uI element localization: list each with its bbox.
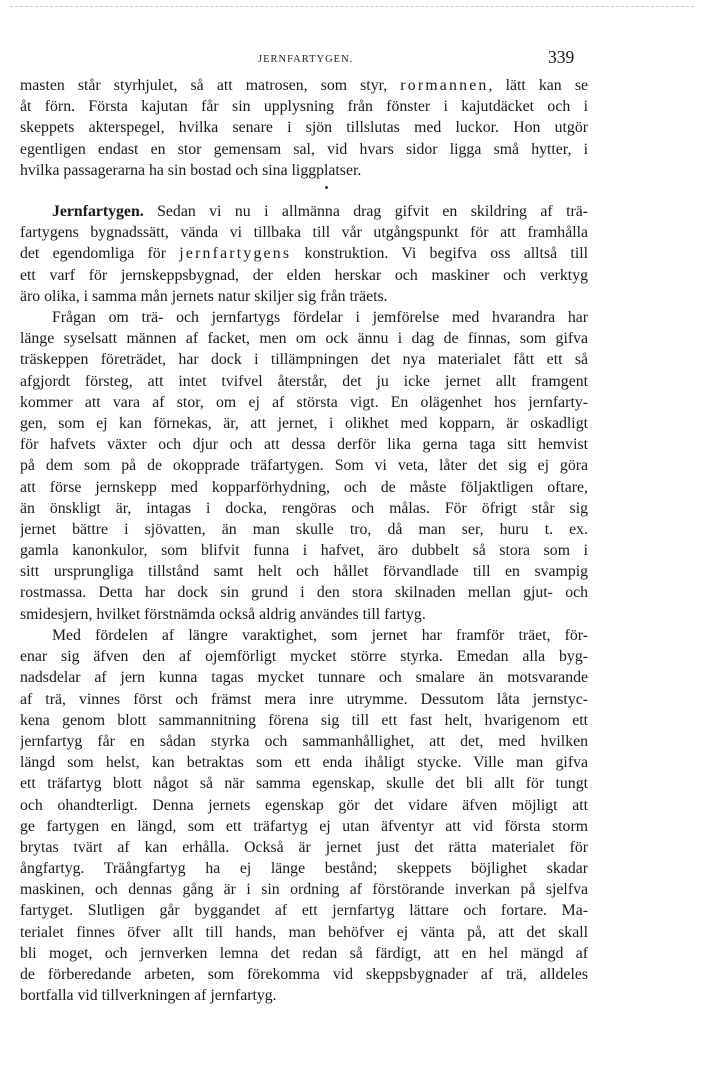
paragraph-continuation: [20, 75, 588, 181]
text-line: länge syselsatt männen af facket, men om ock ännu i dag de finnas, som gifva: [20, 330, 588, 348]
text-line: af trä, vinnes först och främst mera inre utrymme. Dessutom låta jernstyc-: [20, 690, 588, 708]
text-line: fartyget. Slutligen går byggandet af ett jernfartyg lättare och fortare. Ma-: [20, 902, 588, 920]
text-line: ett varf för jernskeppsbygnad, der elden herskar och maskiner och verktyg: [20, 266, 588, 284]
text-line: längd som helst, kan betraktas som ett enda ihåligt stycke. Ville man gifva: [20, 754, 588, 772]
paragraph-advantages: [20, 625, 588, 1006]
text-line: gamla kanonkulor, som blifvit funna i hafvet, äro dubbelt så stora som i: [20, 542, 588, 560]
text-line: maskinen, och dennas gång är i sin ordning af förstörande inverkan på sjelfva: [20, 881, 588, 899]
text-line: för hafvets växter och djur och att dessa derför lika gerna taga sitt hemvist: [20, 436, 588, 454]
text-line: smidesjern, hvilket förstnämda också aldrig användes till fartyg.: [20, 605, 426, 623]
text-line: jernfartyg får en sådan styrka och sammanhållighet, att det, med hvilken: [20, 732, 588, 750]
running-head: JERNFARTYGEN.: [258, 54, 354, 65]
text-line: egentligen endast en stor gemensam sal, vid hvars sidor ligga små hytter, i: [20, 140, 588, 158]
text-line: nadsdelar af jern kunna tagas mycket tunnare och smalare än motsvarande: [20, 669, 588, 687]
text-line: ett träfartyg blott något så när samma egenskap, skulle det bli allt för tungt: [20, 775, 588, 793]
page-number: 339: [548, 47, 575, 67]
top-edge-rule: [10, 6, 694, 7]
section-jernfartygen: [20, 201, 588, 307]
text-line: sitt ursprungliga tillstånd samt helt och hållet förvandlade till en svampig: [20, 563, 588, 581]
text-line: brytas tvärt af kan erhålla. Också är jernet just det rätta materialet för: [20, 838, 588, 856]
section-heading: Jernfartygen.: [52, 203, 144, 220]
text-line: Jernfartygen. Sedan vi nu i allmänna drag gifvit en skildring af trä-: [52, 203, 588, 220]
text-line: afgjordt försteg, att intet tvifvel återstår, det ju icke jernet allt framgent: [20, 372, 588, 390]
text-line: bortfalla vid tillverkningen af jernfartyg.: [20, 987, 277, 1005]
text-line: Frågan om trä- och jernfartygs fördelar i jemförelse med hvarandra har: [52, 309, 588, 326]
text-line: terialet finnes öfver allt till hands, man behöfver ej vänta på, att det skall: [20, 923, 588, 941]
text-line: rostmassa. Detta har dock sin grund i den stora skilnaden mellan gjut- och: [20, 584, 588, 602]
separator-dot: [325, 186, 328, 189]
text-line: skeppets akterspegel, hvilka senare i sjön tillslutas med luckor. Hon utgör: [20, 119, 588, 137]
text-line: kommer att vara af stor, om ej af största vigt. En olägenhet hos jernfarty-: [20, 393, 588, 411]
text-line: bli moget, och jernverken lemna det redan så färdigt, att en hel mängd af: [20, 944, 588, 962]
text-line: kena genom blott sammannitning förena sig till ett fast helt, hvarigenom ett: [20, 711, 588, 729]
text-line: masten står styrhjulet, så att matrosen, som styr, rormannen, lätt kan se: [20, 77, 588, 94]
text-line: fartygens bygnadssätt, vända vi tillbaka till vår utgångspunkt för att framhålla: [20, 224, 588, 242]
text-line: träskeppen företrädet, har dock i tillämpningen det nya materialet fått ett så: [20, 351, 588, 369]
text-line: att förse jernskepp med kopparförhydning, och de måste följaktligen oftare,: [20, 478, 588, 496]
text-line: de förberedande arbeten, som förekomma vid skeppsbygnader af trä, alldeles: [20, 966, 588, 983]
text-line: det egendomliga för jernfartygens konstruktion. Vi begifva oss alltså till: [20, 245, 588, 263]
spaced-emphasis: jernfartygens: [179, 245, 292, 263]
text-line: än önskligt är, intagas i docka, rengöras och målas. För öfrigt står sig: [20, 499, 588, 517]
text-line: Med fördelen af längre varaktighet, som jernet har framför träet, för-: [52, 627, 588, 644]
text-line: ångfartyg. Träångfartyg ha ej länge bestånd; skeppets böjlighet skadar: [20, 860, 588, 878]
text-line: äro olika, i samma mån jernets natur skiljer sig från träets.: [20, 287, 388, 305]
text-line: åt förn. Första kajutan får sin upplysning från fönster i kajutdäcket och i: [20, 98, 588, 116]
text-line: hvilka passagerarna ha sin bostad och sina liggplatser.: [20, 161, 362, 179]
spaced-emphasis: rormannen: [400, 77, 489, 94]
text-line: enar sig äfven den af ojemförligt mycket större styrka. Emedan alla byg-: [20, 648, 588, 666]
text-line: jernet bättre i sjövatten, än man skulle tro, då man ser, huru t. ex.: [20, 520, 588, 538]
paragraph-comparison: [20, 307, 588, 625]
text-line: gen, som ej kan förnekas, är, att jernet, i olikhet med kopparn, är oskadligt: [20, 414, 588, 432]
text-line: ge fartygen en längd, som ett träfartyg ej utan äfventyr att vid första storm: [20, 817, 588, 835]
text-line: och ohandterligt. Denna jernets egenskap gör det vidare äfven möjligt att: [20, 796, 588, 814]
text-line: på dem som på de okopprade träfartygen. Som vi veta, låter det sig ej göra: [20, 457, 588, 475]
